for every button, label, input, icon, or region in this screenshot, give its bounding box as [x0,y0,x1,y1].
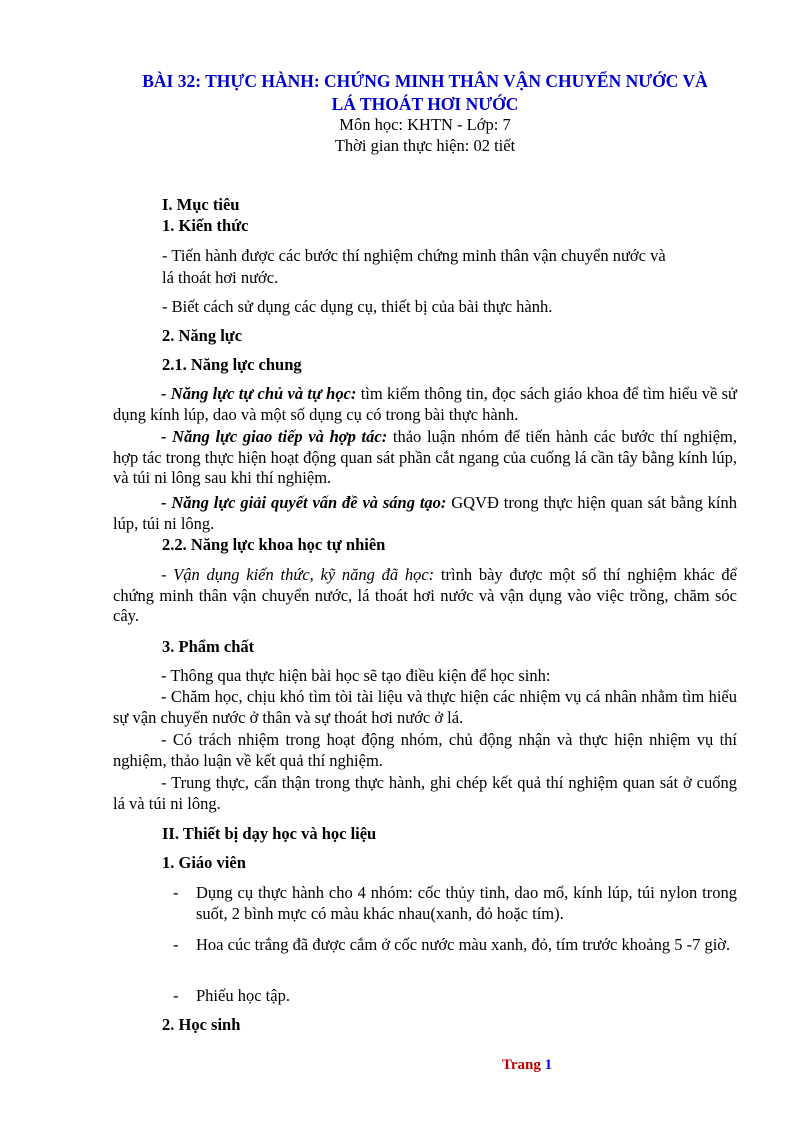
science-competency-label: - Vận dụng kiến thức, kỹ năng đã học: [161,565,435,584]
lesson-title-line1: BÀI 32: THỰC HÀNH: CHỨNG MINH THÂN VẬN CHUYỂN NƯỚC VÀ [142,71,708,91]
teacher-item-2-dash: - [173,935,179,954]
general-competency-heading: 2.1. Năng lực chung [162,355,302,374]
teacher-item-1-dash: - [173,883,179,902]
knowledge-heading: 1. Kiến thức [162,216,249,235]
teacher-item-3-dash: - [173,986,179,1005]
general-competency-2-label: - Năng lực giao tiếp và hợp tác: [161,427,388,446]
page-footer [502,1057,552,1074]
lesson-title-line2: LÁ THOÁT HƠI NƯỚC [331,94,519,114]
teacher-item-1: Dụng cụ thực hành cho 4 nhóm: cốc thủy tinh, dao mổ, kính lúp, túi nylon trong suốt, 2 bình mực có màu khác nhau(xanh, đỏ hoặc tím). [196,883,737,923]
knowledge-item-1-line2: lá thoát hơi nước. [162,268,279,287]
section1-heading: I. Mục tiêu [162,195,240,214]
teacher-item-2: Hoa cúc trắng đã được cắm ở cốc nước màu xanh, đỏ, tím trước khoảng 5 -7 giờ. [196,935,731,954]
competency-heading: 2. Năng lực [162,326,243,345]
general-competency-3: - Năng lực giải quyết vấn đề và sáng tạo: GQVĐ trong thực hiện quan sát bằng kính lúp, túi ni lông. [113,493,738,533]
section2-heading: II. Thiết bị dạy học và học liệu [162,824,377,843]
teacher-item-3: Phiếu học tập. [196,986,290,1005]
science-competency-heading: 2.2. Năng lực khoa học tự nhiên [162,535,386,554]
knowledge-item-2: - Biết cách sử dụng các dụng cụ, thiết bị của bài thực hành. [162,297,553,316]
quality-item-3: - Có trách nhiệm trong hoạt động nhóm, chủ động nhận và thực hiện nhiệm vụ thí nghiệm, thảo luận về kết quả thí nghiệm. [113,730,737,770]
page-number: 1 [544,1057,553,1073]
duration-line: Thời gian thực hiện: 02 tiết [334,136,516,155]
quality-item-4: - Trung thực, cẩn thận trong thực hành, ghi chép kết quả thí nghiệm quan sát ở cuống lá và túi ni lông. [113,773,737,813]
general-competency-2: - Năng lực giao tiếp và hợp tác: thảo luận nhóm để tiến hành các bước thí nghiệm, hợp tác trong thực hiện hoạt động quan sát phần cắt ngang của cuống lá cần tây bằng kính lúp, và túi ni lông sau khi thí nghiệm. [113,427,737,487]
quality-heading: 3. Phẩm chất [162,637,255,656]
general-competency-1: - Năng lực tự chủ và tự học: tìm kiếm thông tin, đọc sách giáo khoa để tìm hiểu về sử dụng kính lúp, dao và một số dụng cụ có trong bài thực hành. [113,384,737,424]
quality-item-2: - Chăm học, chịu khó tìm tòi tài liệu và thực hiện các nhiệm vụ cá nhân nhằm tìm hiểu sự vận chuyển nước ở thân và sự thoát hơi nước ở lá. [113,687,737,727]
teacher-heading: 1. Giáo viên [162,853,246,872]
general-competency-1-label: - Năng lực tự chủ và tự học: [161,384,357,403]
quality-item-1: - Thông qua thực hiện bài học sẽ tạo điều kiện để học sinh: [161,666,551,685]
subject-line: Môn học: KHTN - Lớp: 7 [339,115,511,134]
student-heading: 2. Học sinh [162,1015,241,1034]
general-competency-3-label: - Năng lực giải quyết vấn đề và sáng tạo: [161,493,447,512]
science-competency: - Vận dụng kiến thức, kỹ năng đã học: trình bày được một số thí nghiệm khác để chứng minh thân vận chuyển nước, lá thoát hơi nước và vận dụng vào việc trồng, chăm sóc cây. [113,565,737,625]
page-label: Trang [502,1057,541,1073]
knowledge-item-1-line1: - Tiến hành được các bước thí nghiệm chứng minh thân vận chuyển nước và [162,246,666,265]
